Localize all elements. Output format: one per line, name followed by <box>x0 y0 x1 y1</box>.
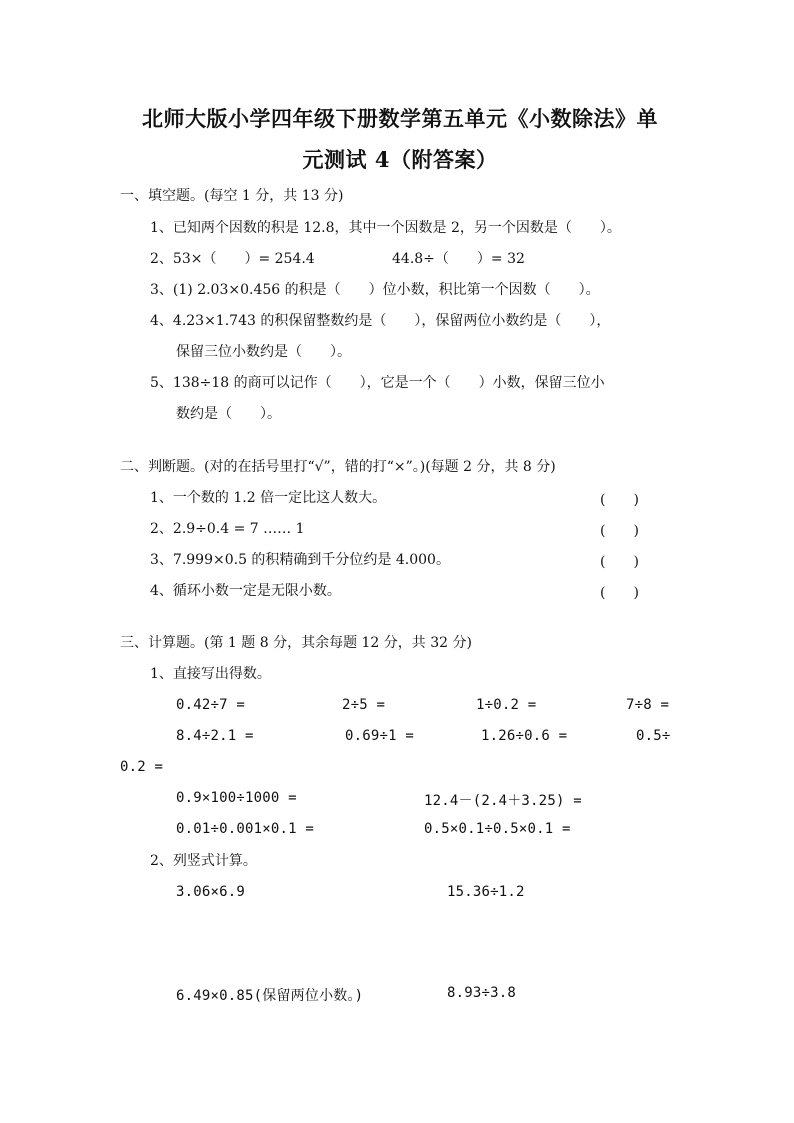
vertical-calc-item: 15.36÷1.2 <box>447 884 525 900</box>
question-1-4a: 4、4.23×1.743 的积保留整数约是（ ），保留两位小数约是（ ）， <box>150 313 611 329</box>
judge-item-1: 1、一个数的 1.2 倍一定比这人数大。 <box>150 490 387 506</box>
calc-item: 2÷5 = <box>342 697 386 713</box>
judge-answer-paren-4: ( ) <box>600 585 639 601</box>
calc-item: 8.4÷2.1 = <box>176 728 254 744</box>
judge-answer-paren-3: ( ) <box>600 554 639 570</box>
calc-subsection-1: 1、直接写出得数。 <box>150 666 271 682</box>
question-1-5b: 数约是（ ）。 <box>176 406 281 422</box>
calc-subsection-2: 2、列竖式计算。 <box>150 853 257 869</box>
vertical-calc-item: 8.93÷3.8 <box>447 985 517 1001</box>
judge-answer-paren-2: ( ) <box>600 523 639 539</box>
calc-item: 12.4－(2.4＋3.25) = <box>424 793 582 809</box>
calc-item: 0.9×100÷1000 = <box>176 790 297 806</box>
calc-item-wrap: 0.2 = <box>120 759 164 775</box>
question-1-4b: 保留三位小数约是（ ）。 <box>176 344 351 360</box>
vertical-calc-item: 6.49×0.85(保留两位小数。) <box>176 988 364 1004</box>
calc-item: 7÷8 = <box>626 697 670 713</box>
question-1-5a: 5、138÷18 的商可以记作（ ），它是一个（ ）小数，保留三位小 <box>150 375 605 391</box>
judge-answer-paren-1: ( ) <box>600 492 639 508</box>
section-1-heading: 一、填空题。(每空 1 分，共 13 分) <box>120 188 344 204</box>
calc-item: 1÷0.2 = <box>476 697 537 713</box>
page-title-line-1: 北师大版小学四年级下册数学第五单元《小数除法》单 <box>142 106 658 131</box>
page-title-line-2: 元测试 4（附答案） <box>302 147 498 172</box>
section-2-heading: 二、判断题。(对的在括号里打“√”，错的打“×”。)(每题 2 分，共 8 分) <box>120 459 556 475</box>
question-1-1: 1、已知两个因数的积是 12.8，其中一个因数是 2，另一个因数是（ ）。 <box>150 220 621 236</box>
question-1-2a: 2、53×（ ）= 254.4 <box>150 251 315 267</box>
question-1-2b: 44.8÷（ ）= 32 <box>392 251 525 267</box>
judge-item-3: 3、7.999×0.5 的积精确到千分位约是 4.000。 <box>150 552 450 568</box>
calc-item: 0.69÷1 = <box>345 728 415 744</box>
judge-item-4: 4、循环小数一定是无限小数。 <box>150 583 341 599</box>
calc-item: 0.5×0.1÷0.5×0.1 = <box>424 821 571 837</box>
vertical-calc-item: 3.06×6.9 <box>176 884 246 900</box>
calc-item: 0.5÷ <box>636 728 671 744</box>
judge-item-2: 2、2.9÷0.4 = 7 …… 1 <box>150 521 305 537</box>
calc-item: 0.42÷7 = <box>176 697 246 713</box>
calc-item: 1.26÷0.6 = <box>481 728 568 744</box>
section-3-heading: 三、计算题。(第 1 题 8 分，其余每题 12 分，共 32 分) <box>120 635 472 651</box>
calc-item: 0.01÷0.001×0.1 = <box>176 821 315 837</box>
question-1-3: 3、(1) 2.03×0.456 的积是（ ）位小数，积比第一个因数（ ）。 <box>150 282 600 298</box>
